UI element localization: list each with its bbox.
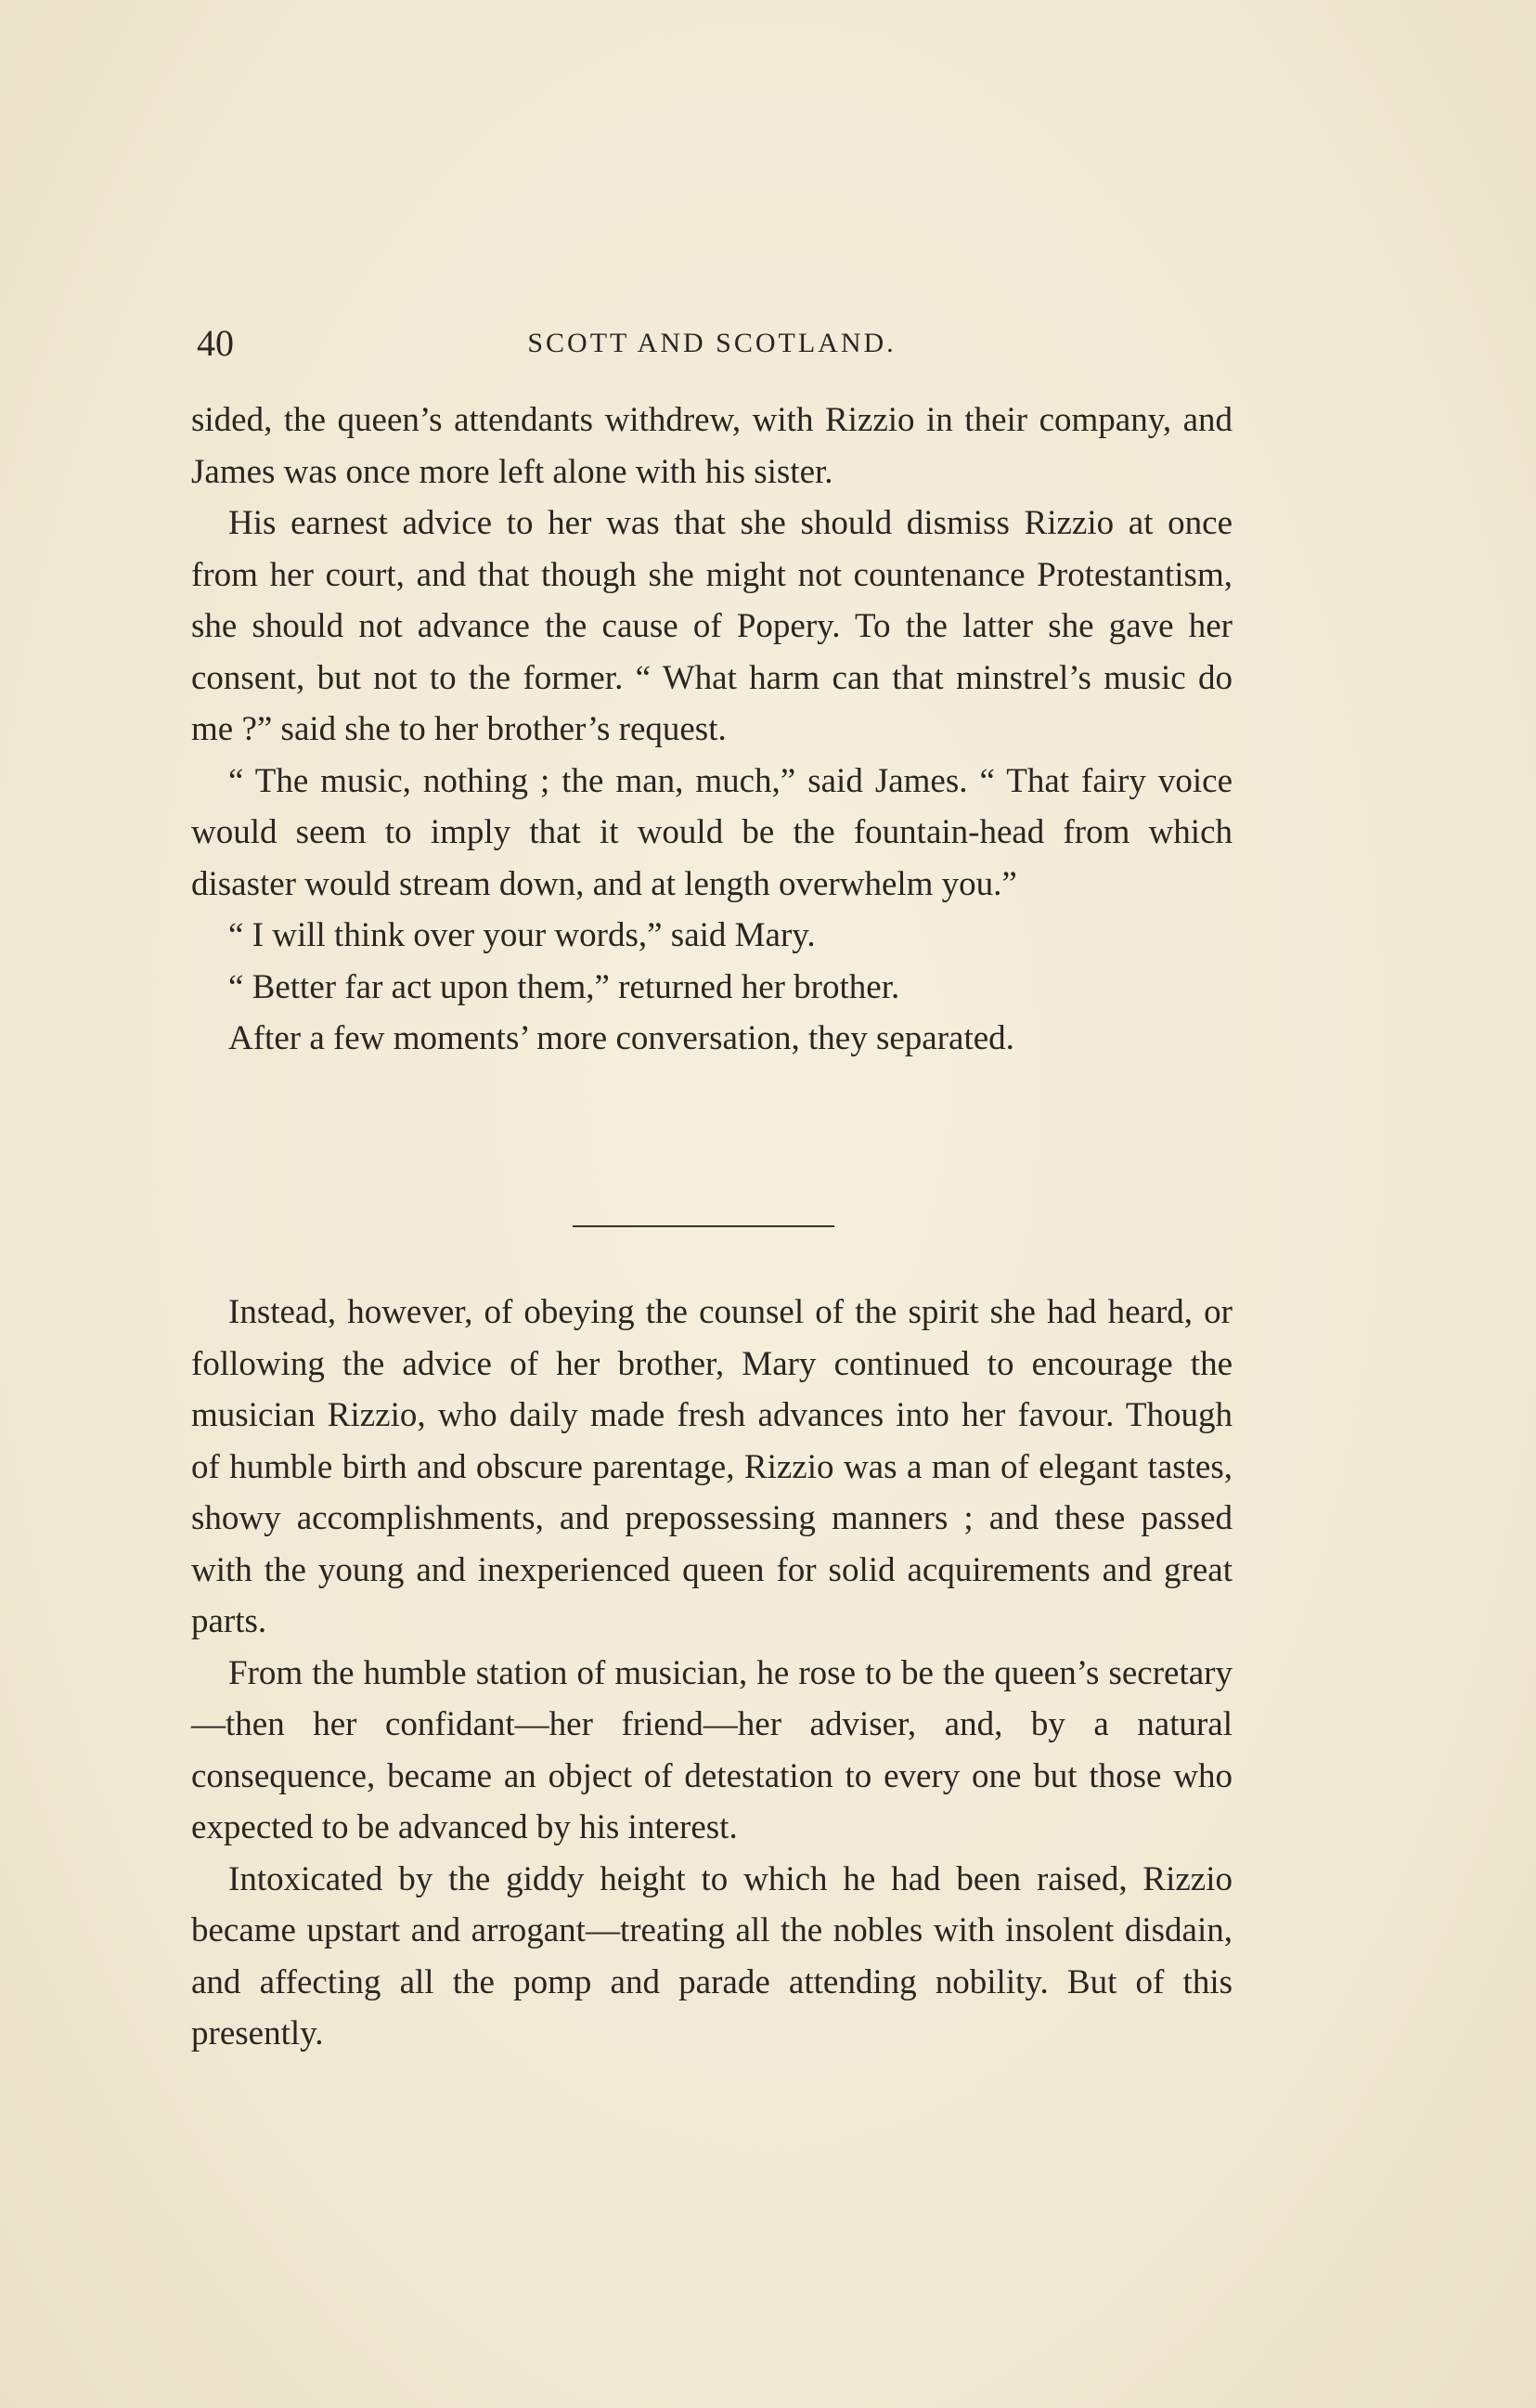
paragraph: Intoxicated by the giddy height to which he had been raised, Rizzio became upstart and arrogant—treating all the nobles with insolent disdain, and affecting all the pomp and parade attending nobility. But of this presently. (191, 1859, 1233, 2052)
page-number: 40 (197, 322, 234, 364)
text-section-1 (191, 395, 1233, 1065)
paragraph: His earnest advice to her was that she should dismiss Rizzio at once from her court, and that though she might not countenance Protestantism, she should not advance the cause of Popery. To the latter she gave her consent, but not to the former. “ What harm can that minstrel’s music do me ?” said she to her brother’s request. (191, 504, 1233, 748)
paragraph: “ The music, nothing ; the man, much,” said James. “ That fairy voice would seem to imply that it would be the fountain-head from which disaster would stream down, and at length overwhelm you.” (191, 761, 1233, 903)
section-divider (573, 1225, 834, 1227)
paragraph: “ I will think over your words,” said Mary. (228, 916, 816, 954)
running-title: SCOTT AND SCOTLAND. (527, 328, 897, 358)
paragraph: From the humble station of musician, he rose to be the queen’s secretary—then her confidant—her friend—her adviser, and, by a natural consequence, became an object of detestation to every one but those who expected to be advanced by his interest. (191, 1653, 1233, 1846)
paragraph: sided, the queen’s attendants withdrew, with Rizzio in their company, and James was once more left alone with his sister. (191, 401, 1233, 491)
text-section-2 (191, 1287, 1233, 2060)
page-header (197, 316, 1227, 371)
paragraph: After a few moments’ more conversation, they separated. (228, 1019, 1014, 1057)
paragraph: Instead, however, of obeying the counsel of the spirit she had heard, or following the advice of her brother, Mary continued to encourage the musician Rizzio, who daily made fresh advances into her favour. Though of humble birth and obscure parentage, Rizzio was a man of elegant tastes, showy accomplishments, and prepossessing manners ; and these passed with the young and inexperienced queen for solid acquirements and great parts. (191, 1293, 1233, 1640)
paragraph: “ Better far act upon them,” returned her brother. (228, 967, 900, 1006)
